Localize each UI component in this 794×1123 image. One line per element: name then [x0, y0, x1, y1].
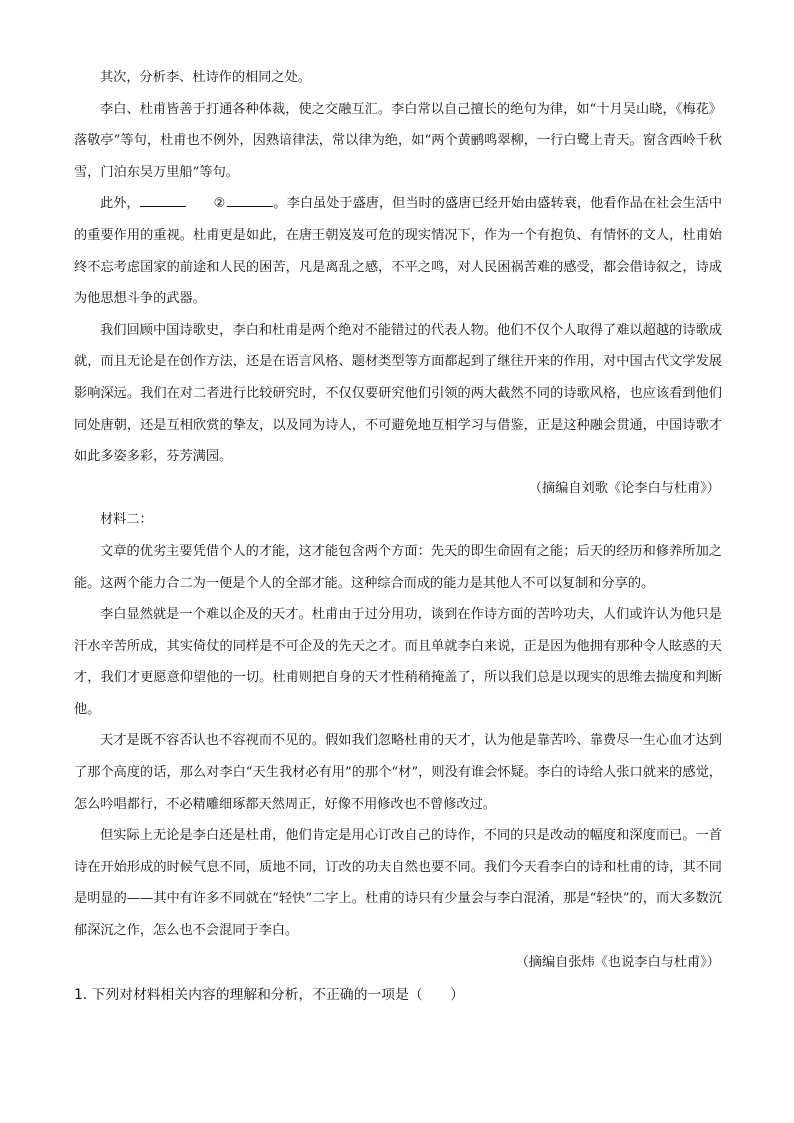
m2-heading: 材料二： [100, 512, 153, 528]
m1-paragraph-4: 我们回顾中国诗歌史，李白和杜甫是两个绝对不能错过的代表人物。他们不仅个人取得了难以超越的诗歌成就，而且无论是在创作方法，还是在语言风格、题材类型等方面都起到了继往开来的作用，对中国古代文学发展影响深远。我们在对二者进行比较研究时，不仅仅要研究他们引领的两大截然不同的诗歌风格，也应该看到他们同处唐朝，还是互相欣赏的挚友，以及同为诗人，不可避免地互相学习与借鉴，正是这种融会贯通，中国诗歌才如此多姿多彩，芬芳满园。 [74, 322, 722, 465]
m2-source-citation: （摘编自张炜《也说李白与杜甫》） [515, 954, 720, 970]
document-page [74, 62, 722, 1010]
m2-paragraph-1: 文章的优劣主要凭借个人的才能，这才能包含两个方面：先天的即生命固有之能；后天的经历和修养所加之能。这两个能力合二为一便是个人的全部才能。这种综合而成的能力是其他人不可以复制和分享的。 [74, 543, 722, 591]
m1-source-citation: （摘编自刘歌《论李白与杜甫》） [528, 480, 720, 496]
m1-p3-body: 。李白虽处于盛唐，但当时的盛唐已经开始由盛转衰，他看作品在社会生活中的重要作用的重视。杜甫更是如此，在唐王朝岌岌可危的现实情况下，作为一个有抱负、有情怀的文人，杜甫始终不忘考虑国家的前途和人民的困苦，凡是离乱之感，不平之鸣，对人民困祸苦难的感受，都会借诗叙之，诗成为他思想斗争的武器。 [74, 196, 723, 307]
m1-paragraph-3 [74, 188, 722, 314]
answer-blank-right[interactable] [227, 206, 273, 207]
m2-paragraph-2: 李白显然就是一个难以企及的天才。杜甫由于过分用功，谈到在作诗方面的苦吟功夫，人们或许认为他只是汗水辛苦所成，其实倚仗的同样是不可企及的先天之才。而且单就李白来说，正是因为他拥有那种令人眩惑的天才，我们才更愿意仰望他的一切。杜甫则把自身的天才性稍稍掩盖了，所以我们总是以现实的思维去揣度和判断他。 [74, 607, 722, 717]
question-1: 1. 下列对材料相关内容的理解和分析，不正确的一项是（ ） [74, 987, 465, 1004]
m1-paragraph-2: 李白、杜甫皆善于打通各种体裁，使之交融互汇。李白常以自己擅长的绝句为律，如“十月吴山晓，《梅花》落敬亭”等句，杜甫也不例外，因熟谙律法，常以律为绝，如“两个黄鹂鸣翠柳，一行白鹭上青天。窗含西岭千秋雪，门泊东吴万里船”等句。 [74, 101, 722, 180]
m2-paragraph-4: 但实际上无论是李白还是杜甫，他们肯定是用心订改自己的诗作，不同的只是改动的幅度和深度而已。一首诗在开始形成的时候气息不同，质地不同，订改的功夫自然也要不同。我们今天看李白的诗和杜甫的诗，其不同是明显的——其中有许多不同就在“轻快”二字上。杜甫的诗只有少量会与李白混淆，那是“轻快”的，而大多数沉郁深沉之作，怎么也不会混同于李白。 [74, 828, 722, 939]
m2-paragraph-3: 天才是既不容否认也不容视而不见的。假如我们忽略杜甫的天才，认为他是靠苦吟、靠费尽一生心血才达到了那个高度的话，那么对李白“天生我材必有用”的那个“材”，则没有谁会怀疑。李白的诗给人张口就来的感觉，怎么吟唱都行，不必精雕细琢都天然周正，好像不用修改也不曾修改过。 [74, 733, 722, 812]
blank-number: ② [213, 196, 226, 212]
m1-paragraph-1: 其次，分析李、杜诗作的相同之处。 [100, 70, 311, 85]
m1-p3-lead: 此外， [100, 196, 140, 212]
answer-blank-left[interactable] [140, 206, 186, 207]
